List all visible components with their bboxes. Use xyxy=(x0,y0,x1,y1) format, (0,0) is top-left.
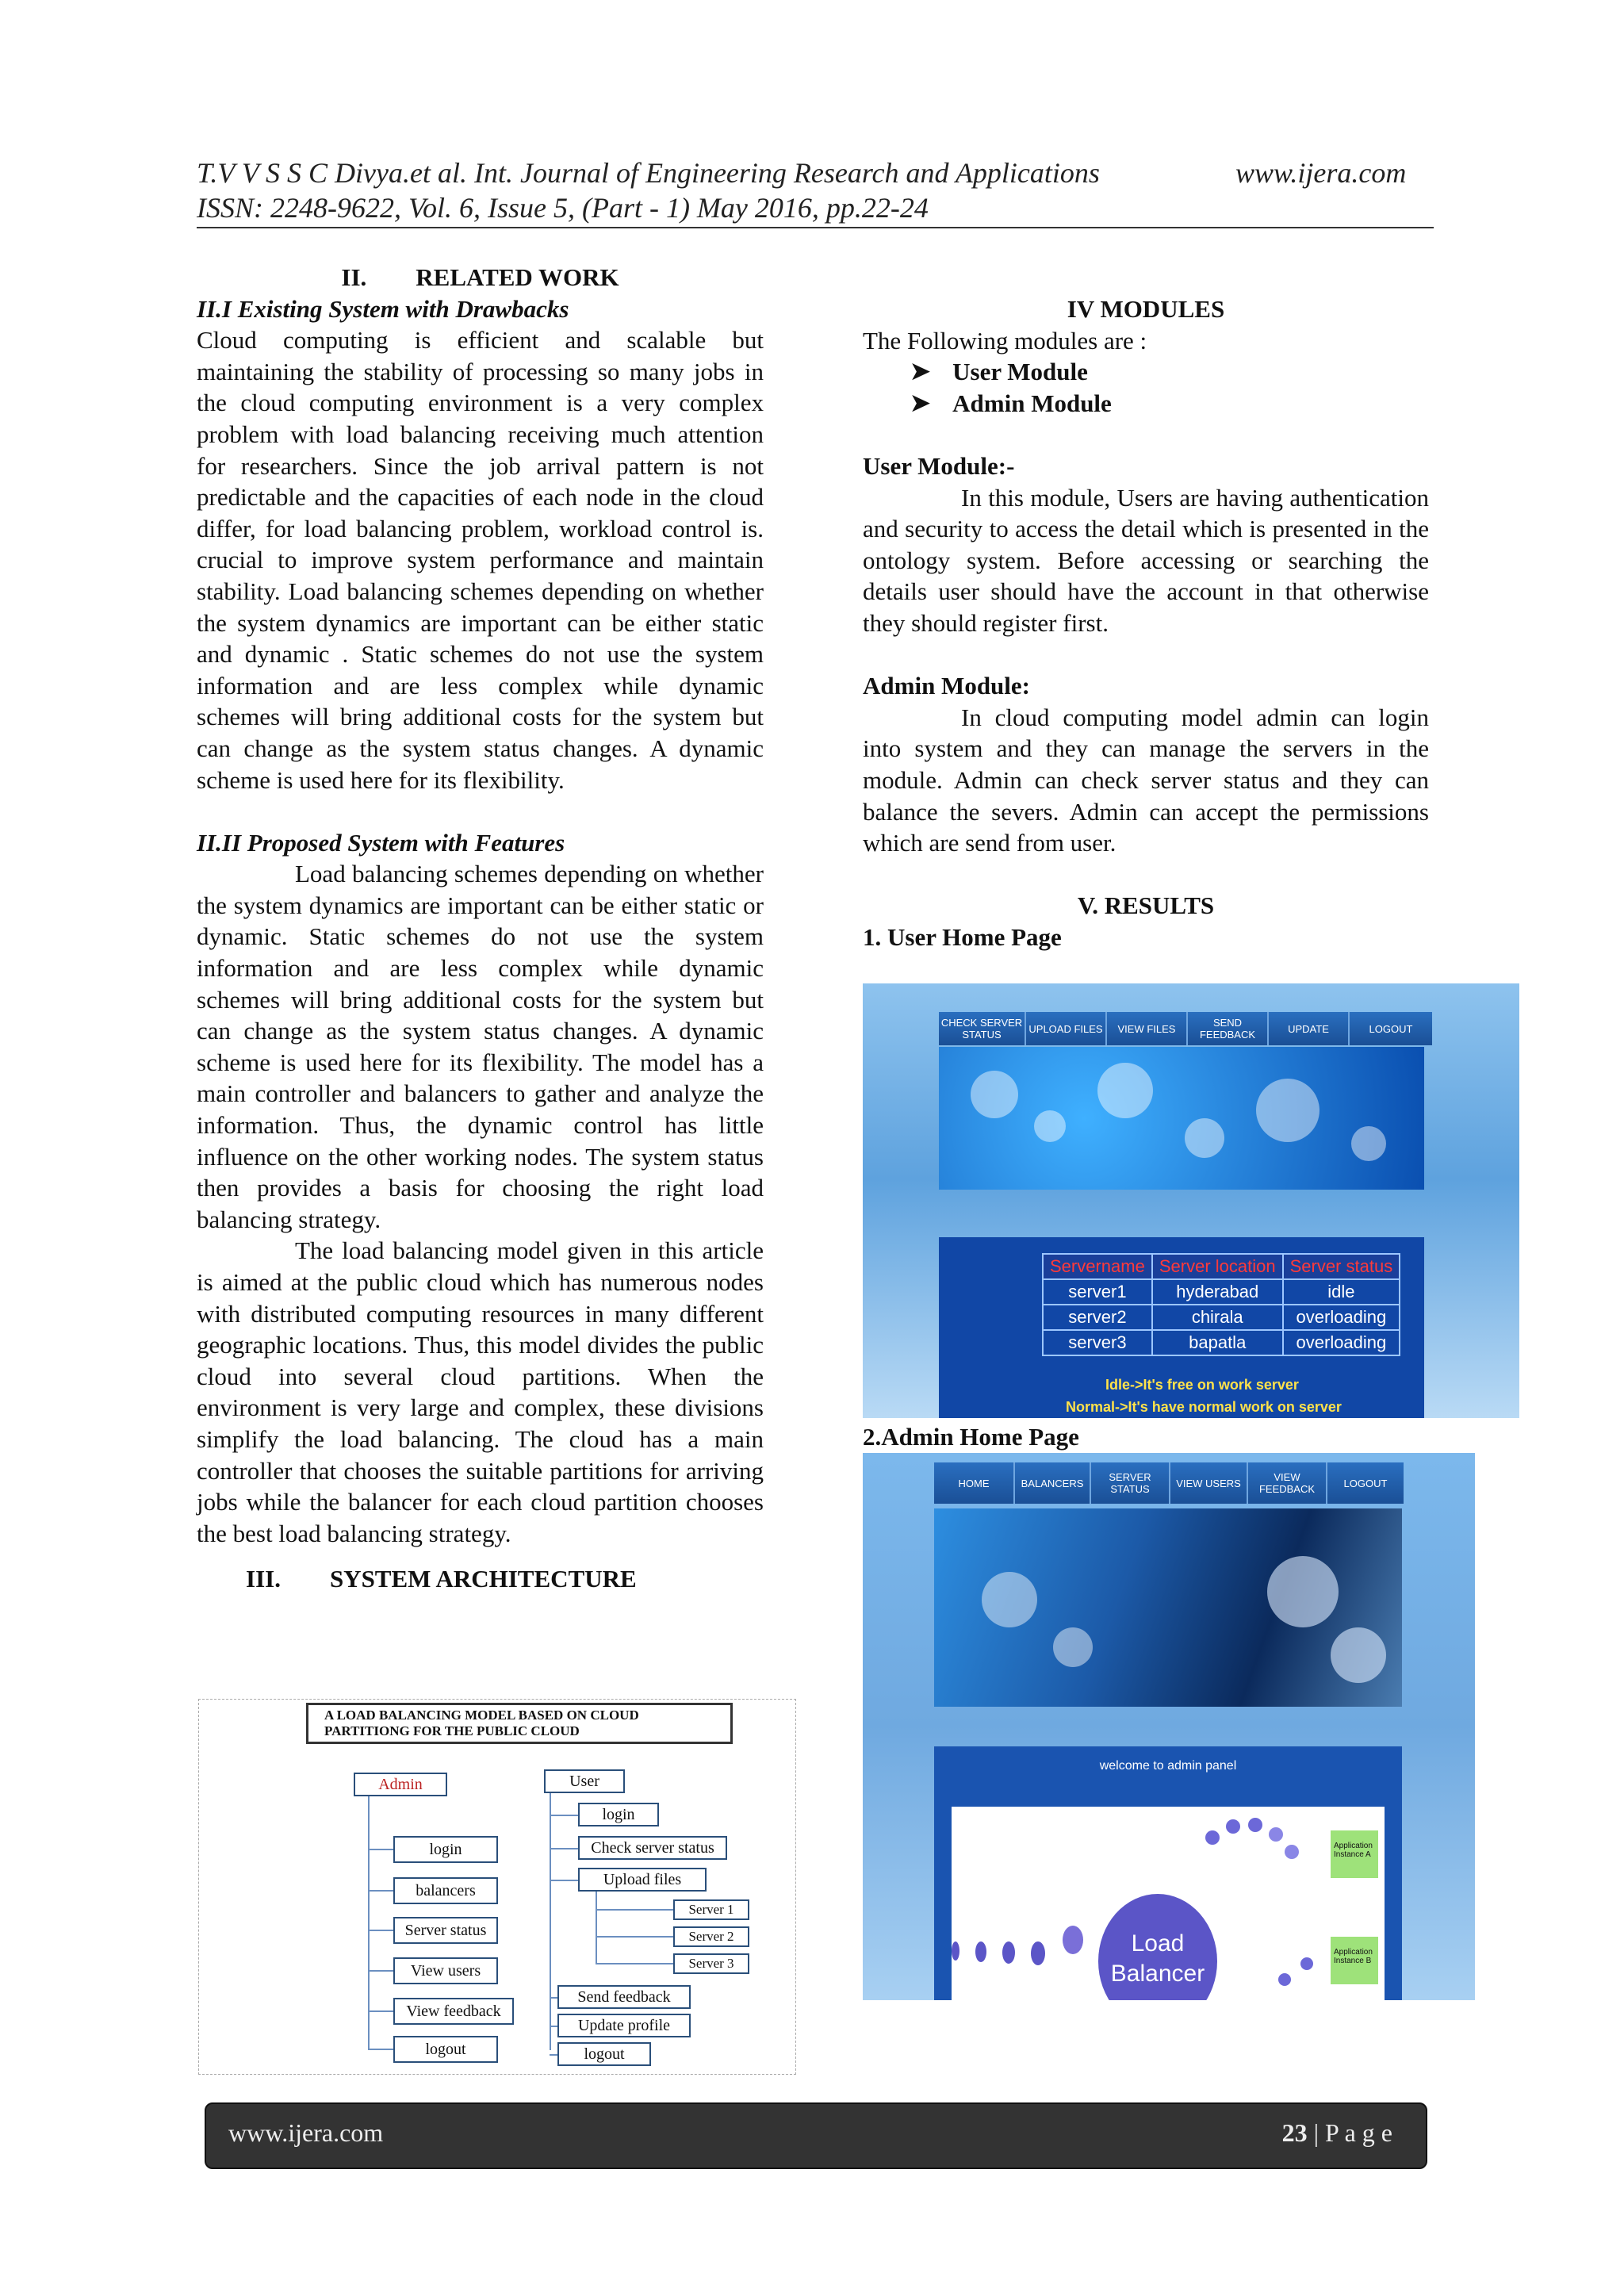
spacer xyxy=(863,419,1429,450)
nav-send-feedback[interactable]: SEND FEEDBACK xyxy=(1188,1012,1269,1045)
nav-view-users[interactable]: VIEW USERS xyxy=(1170,1462,1248,1504)
section-related-work-heading: II. RELATED WORK xyxy=(341,263,619,291)
decorative-bubble xyxy=(982,1572,1037,1627)
decorative-dot xyxy=(1226,1819,1240,1834)
decorative-dot xyxy=(952,1941,959,1961)
legend-normal: Normal->It's have normal work on server xyxy=(1066,1399,1342,1415)
right-column xyxy=(863,293,1429,953)
page-number: 23 xyxy=(1281,2118,1308,2147)
table-cell: chirala xyxy=(1152,1305,1283,1330)
table-cell: bapatla xyxy=(1152,1330,1283,1355)
diagram-user-item: Update profile xyxy=(557,2014,691,2037)
decorative-dot xyxy=(1285,1845,1299,1859)
admin-welcome-text: welcome to admin panel xyxy=(1099,1759,1237,1773)
nav-view-feedback[interactable]: VIEW FEEDBACK xyxy=(1248,1462,1327,1504)
nav-home[interactable]: HOME xyxy=(934,1462,1015,1504)
diagram-admin-item: login xyxy=(393,1836,498,1863)
header-rule xyxy=(197,227,1434,228)
decorative-dot xyxy=(1205,1830,1220,1845)
diagram-admin-item: View users xyxy=(393,1957,498,1984)
table-header-cell: Server status xyxy=(1283,1254,1400,1279)
subsection-proposed-system: II.II Proposed System with Features xyxy=(197,828,565,857)
table-cell: server2 xyxy=(1043,1305,1152,1330)
diagram-connector xyxy=(368,1970,393,1972)
diagram-connector xyxy=(596,1892,597,1964)
proposed-system-paragraph: Load balancing schemes depending on whether the system dynamics are important can be either static or dynamic. Static schemes do not use the system information and are less complex while dynamic schemes will bring additional costs for the system but can change as the system status changes. A dynamic scheme is used here for its flexibility. The model has a main controller and balancers to gather and analyze the information. Thus, the dynamic control has little influence on the other working nodes. The system status then provides a basis for choosing the right load balancing strategy. xyxy=(197,860,764,1233)
diagram-user-item: Check server status xyxy=(578,1836,727,1860)
admin-nav-bar xyxy=(934,1462,1404,1504)
figure2-caption: 2.Admin Home Page xyxy=(863,1423,1079,1451)
diagram-connector xyxy=(368,2049,393,2050)
diagram-user-item: Upload files xyxy=(578,1868,707,1892)
decorative-bubble xyxy=(1256,1079,1320,1142)
admin-module-heading: Admin Module: xyxy=(863,672,1030,700)
table-cell: hyderabad xyxy=(1152,1279,1283,1305)
diagram-admin-item: balancers xyxy=(393,1877,498,1904)
diagram-title: A LOAD BALANCING MODEL BASED ON CLOUD PARTITIONG FOR THE PUBLIC CLOUD xyxy=(306,1703,733,1744)
diagram-connector xyxy=(550,2026,557,2027)
diagram-user-trunk xyxy=(550,1793,551,2050)
nav-check-server-status[interactable]: CHECK SERVER STATUS xyxy=(939,1012,1026,1045)
running-header-title: T.V V S S C Divya.et al. Int. Journal of Engineering Research and Applications xyxy=(197,157,1100,189)
page-footer xyxy=(205,2102,1427,2169)
table-cell: server1 xyxy=(1043,1279,1152,1305)
decorative-bubble xyxy=(1351,1126,1386,1161)
decorative-bubble xyxy=(1331,1627,1386,1683)
decorative-dot xyxy=(1031,1941,1045,1965)
diagram-connector xyxy=(550,1880,578,1881)
application-instance-b: Application Instance B xyxy=(1331,1937,1378,1984)
diagram-server: Server 1 xyxy=(673,1899,749,1920)
user-home-screenshot xyxy=(863,983,1519,1418)
diagram-user-item: Send feedback xyxy=(557,1985,691,2009)
diagram-user-node: User xyxy=(544,1769,625,1793)
subsection-existing-system: II.I Existing System with Drawbacks xyxy=(197,294,569,323)
table-cell: overloading xyxy=(1283,1330,1400,1355)
load-balancer-figure xyxy=(952,1807,1385,2000)
nav-upload-files[interactable]: UPLOAD FILES xyxy=(1026,1012,1107,1045)
decorative-bubble xyxy=(1097,1063,1153,1118)
application-instance-a: Application Instance A xyxy=(1331,1830,1378,1878)
spacer xyxy=(863,859,1429,891)
diagram-admin-item: View feedback xyxy=(393,1998,514,2025)
decorative-bubble xyxy=(971,1071,1018,1118)
decorative-dot xyxy=(1269,1827,1283,1842)
nav-logout[interactable]: LOGOUT xyxy=(1350,1012,1432,1045)
spacer xyxy=(863,639,1429,671)
table-header-cell: Servername xyxy=(1043,1254,1152,1279)
module-list-item: ➤ Admin Module xyxy=(863,388,1429,420)
diagram-server: Server 3 xyxy=(673,1953,749,1974)
admin-banner xyxy=(934,1508,1402,1707)
nav-balancers[interactable]: BALANCERS xyxy=(1015,1462,1091,1504)
section-system-architecture-heading: III. SYSTEM ARCHITECTURE xyxy=(246,1565,637,1593)
diagram-connector xyxy=(596,1963,673,1964)
diagram-connector xyxy=(550,2054,557,2056)
diagram-connector xyxy=(368,2010,393,2012)
table-cell: overloading xyxy=(1283,1305,1400,1330)
user-module-heading: User Module:- xyxy=(863,451,1015,480)
admin-home-screenshot xyxy=(863,1453,1475,2000)
spacer xyxy=(197,795,764,827)
user-module-paragraph: In this module, Users are having authentication and security to access the detail which is presented in the ontology system. Before accessing or searching the details user should have the account in that otherwise they should register first. xyxy=(863,483,1429,637)
diagram-connector xyxy=(550,1997,557,1999)
table-row xyxy=(1043,1305,1400,1330)
running-header-url[interactable]: www.ijera.com xyxy=(1235,157,1407,189)
load-balancing-model-paragraph: The load balancing model given in this article is aimed at the public cloud which has numerous nodes with distributed computing resources in many different geographic locations. Thus, this model divides the public cloud into several cloud partitions. When the environment is very large and complex, these divisions simplify the load balancing. The cloud has a main controller that chooses the suitable partitions for arriving jobs while the balancer for each cloud partition chooses the best load balancing strategy. xyxy=(197,1236,764,1547)
diagram-admin-item: logout xyxy=(393,2036,498,2063)
diagram-admin-node: Admin xyxy=(354,1773,447,1796)
decorative-dot xyxy=(975,1941,986,1962)
diagram-user-item: logout xyxy=(557,2042,651,2066)
nav-update[interactable]: UPDATE xyxy=(1269,1012,1350,1045)
diagram-connector xyxy=(550,1815,578,1816)
arrow-bullet-icon: ➤ xyxy=(910,358,931,385)
decorative-dot xyxy=(1248,1818,1262,1832)
section-results-heading: V. RESULTS xyxy=(1077,891,1215,920)
diagram-server: Server 2 xyxy=(673,1926,749,1947)
running-header-issn: ISSN: 2248-9622, Vol. 6, Issue 5, (Part - 1) May 2016, pp.22-24 xyxy=(197,192,929,224)
decorative-bubble xyxy=(1185,1118,1224,1158)
decorative-dot xyxy=(1278,1973,1291,1986)
nav-server-status[interactable]: SERVER STATUS xyxy=(1091,1462,1170,1504)
module-list-item: ➤ User Module xyxy=(863,356,1429,388)
decorative-dot xyxy=(1300,1957,1313,1970)
diagram-connector xyxy=(368,1849,393,1850)
diagram-connector xyxy=(368,1890,393,1892)
user-banner xyxy=(939,1047,1424,1190)
table-row xyxy=(1043,1279,1400,1305)
server-status-panel xyxy=(939,1237,1424,1418)
decorative-bubble xyxy=(1267,1556,1339,1627)
nav-logout[interactable]: LOGOUT xyxy=(1327,1462,1404,1504)
decorative-bubble xyxy=(1053,1627,1093,1667)
table-header-cell: Server location xyxy=(1152,1254,1283,1279)
legend-idle: Idle->It's free on work server xyxy=(1105,1377,1299,1393)
decorative-bubble xyxy=(1034,1110,1066,1142)
table-cell: server3 xyxy=(1043,1330,1152,1355)
admin-panel xyxy=(934,1746,1402,2000)
diagram-connector xyxy=(596,1909,673,1911)
admin-module-paragraph: In cloud computing model admin can login into system and they can manage the servers in the module. Admin can check server status and they can balance the severs. Admin can accept the permissions which are send from user. xyxy=(863,703,1429,857)
user-nav-bar xyxy=(939,1012,1432,1045)
server-status-table xyxy=(1042,1253,1400,1356)
diagram-admin-item: Server status xyxy=(393,1917,498,1944)
modules-intro: The Following modules are : xyxy=(863,326,1147,355)
diagram-connector xyxy=(550,1848,578,1849)
diagram-user-item: login xyxy=(578,1803,659,1826)
load-balancer-circle: Load Balancer xyxy=(1098,1894,1217,2000)
left-column xyxy=(197,262,764,1595)
nav-view-files[interactable]: VIEW FILES xyxy=(1107,1012,1188,1045)
page-label: | P a g e xyxy=(1313,2118,1392,2147)
diagram-connector xyxy=(368,1930,393,1931)
footer-url[interactable]: www.ijera.com xyxy=(228,2118,384,2147)
decorative-dot xyxy=(1063,1926,1083,1954)
arrow-bullet-icon: ➤ xyxy=(910,389,931,416)
table-cell: idle xyxy=(1283,1279,1400,1305)
decorative-dot xyxy=(1002,1941,1015,1964)
figure1-caption: 1. User Home Page xyxy=(863,922,1062,951)
table-row xyxy=(1043,1330,1400,1355)
architecture-diagram xyxy=(198,1699,796,2075)
diagram-connector xyxy=(596,1936,673,1938)
diagram-admin-trunk xyxy=(368,1796,370,2050)
section-modules-heading: IV MODULES xyxy=(1067,295,1225,323)
existing-system-paragraph: Cloud computing is efficient and scalable but maintaining the stability of processing so many jobs in the cloud computing environment is a very complex problem with load balancing receiving much attention for researchers. Since the job arrival pattern is not predictable and the capacities of each node in the cloud differ, for load balancing problem, workload control is. crucial to improve system performance and maintain stability. Load balancing schemes depending on whether the system dynamics are important can be either static and dynamic . Static schemes do not use the system information and are less complex while dynamic schemes will bring additional costs for the system but can change as the system status changes. A dynamic scheme is used here for its flexibility. xyxy=(197,326,764,794)
footer-page-number xyxy=(1282,2118,1392,2148)
